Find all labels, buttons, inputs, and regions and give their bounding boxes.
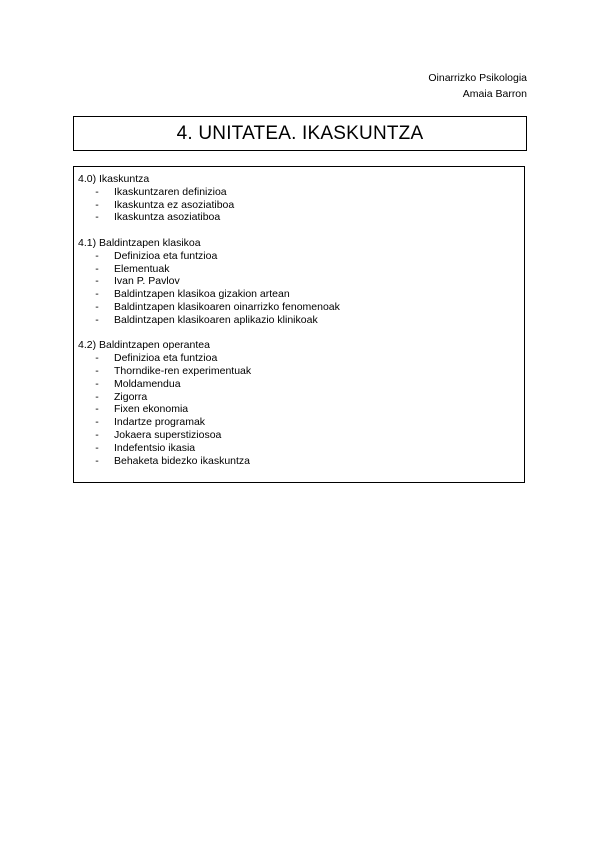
item-text: Baldintzapen klasikoaren oinarrizko fenomenoak: [114, 300, 340, 313]
section-items: [78, 186, 520, 224]
toc-section: [78, 339, 520, 467]
item-text: Indefentsio ikasia: [114, 441, 196, 454]
bullet-dash: -: [95, 275, 99, 288]
item-text: Definizioa eta funtzioa: [114, 249, 218, 262]
bullet-dash: -: [95, 288, 99, 301]
unit-title-box: [73, 116, 527, 151]
bullet-dash: -: [95, 428, 99, 441]
section-title: 4.0) Ikaskuntza: [78, 173, 150, 185]
bullet-dash: -: [95, 249, 99, 262]
item-text: Definizioa eta funtzioa: [114, 352, 218, 365]
list-item: [78, 186, 520, 199]
unit-title: 4. UNITATEA. IKASKUNTZA: [176, 122, 424, 144]
list-item: [78, 263, 520, 276]
list-item: [78, 365, 520, 378]
bullet-dash: -: [95, 364, 99, 377]
item-text: Ivan P. Pavlov: [114, 275, 180, 288]
toc-section: [78, 173, 520, 224]
bullet-dash: -: [95, 454, 99, 467]
section-items: [78, 250, 520, 327]
list-item: [78, 391, 520, 404]
bullet-dash: -: [95, 416, 99, 429]
item-text: Ikaskuntza ez asoziatiboa: [114, 198, 235, 211]
list-item: [78, 250, 520, 263]
table-of-contents: [73, 166, 525, 483]
item-text: Ikaskuntzaren definizioa: [114, 185, 227, 198]
list-item: [78, 211, 520, 224]
list-item: [78, 455, 520, 468]
list-item: [78, 378, 520, 391]
item-text: Fixen ekonomia: [114, 403, 189, 416]
toc-section: [78, 237, 520, 327]
list-item: [78, 275, 520, 288]
item-text: Behaketa bidezko ikaskuntza: [114, 454, 251, 467]
document-header: [428, 70, 527, 102]
item-text: Zigorra: [114, 390, 148, 403]
item-text: Baldintzapen klasikoaren aplikazio klinikoak: [114, 313, 318, 326]
list-item: [78, 288, 520, 301]
list-item: [78, 403, 520, 416]
item-text: Indartze programak: [114, 416, 206, 429]
bullet-dash: -: [95, 390, 99, 403]
item-text: Elementuak: [114, 262, 170, 275]
bullet-dash: -: [95, 313, 99, 326]
section-items: [78, 352, 520, 467]
section-title: 4.1) Baldintzapen klasikoa: [78, 236, 201, 249]
bullet-dash: -: [95, 441, 99, 454]
list-item: [78, 442, 520, 455]
author-name: Amaia Barron: [462, 88, 527, 100]
bullet-dash: -: [95, 403, 99, 416]
item-text: Thorndike-ren experimentuak: [114, 364, 252, 377]
list-item: [78, 352, 520, 365]
bullet-dash: -: [95, 300, 99, 313]
bullet-dash: -: [95, 352, 99, 365]
item-text: Baldintzapen klasikoa gizakion artean: [114, 288, 290, 301]
list-item: [78, 301, 520, 314]
course-name: Oinarrizko Psikologia: [428, 72, 527, 84]
bullet-dash: -: [95, 377, 99, 390]
list-item: [78, 429, 520, 442]
list-item: [78, 314, 520, 327]
bullet-dash: -: [95, 211, 99, 224]
item-text: Jokaera superstiziosoa: [114, 428, 222, 441]
bullet-dash: -: [95, 198, 99, 211]
section-title: 4.2) Baldintzapen operantea: [78, 339, 210, 352]
item-text: Moldamendua: [114, 377, 181, 390]
bullet-dash: -: [95, 262, 99, 275]
item-text: Ikaskuntza asoziatiboa: [114, 211, 221, 224]
list-item: [78, 199, 520, 212]
list-item: [78, 416, 520, 429]
bullet-dash: -: [95, 185, 99, 198]
